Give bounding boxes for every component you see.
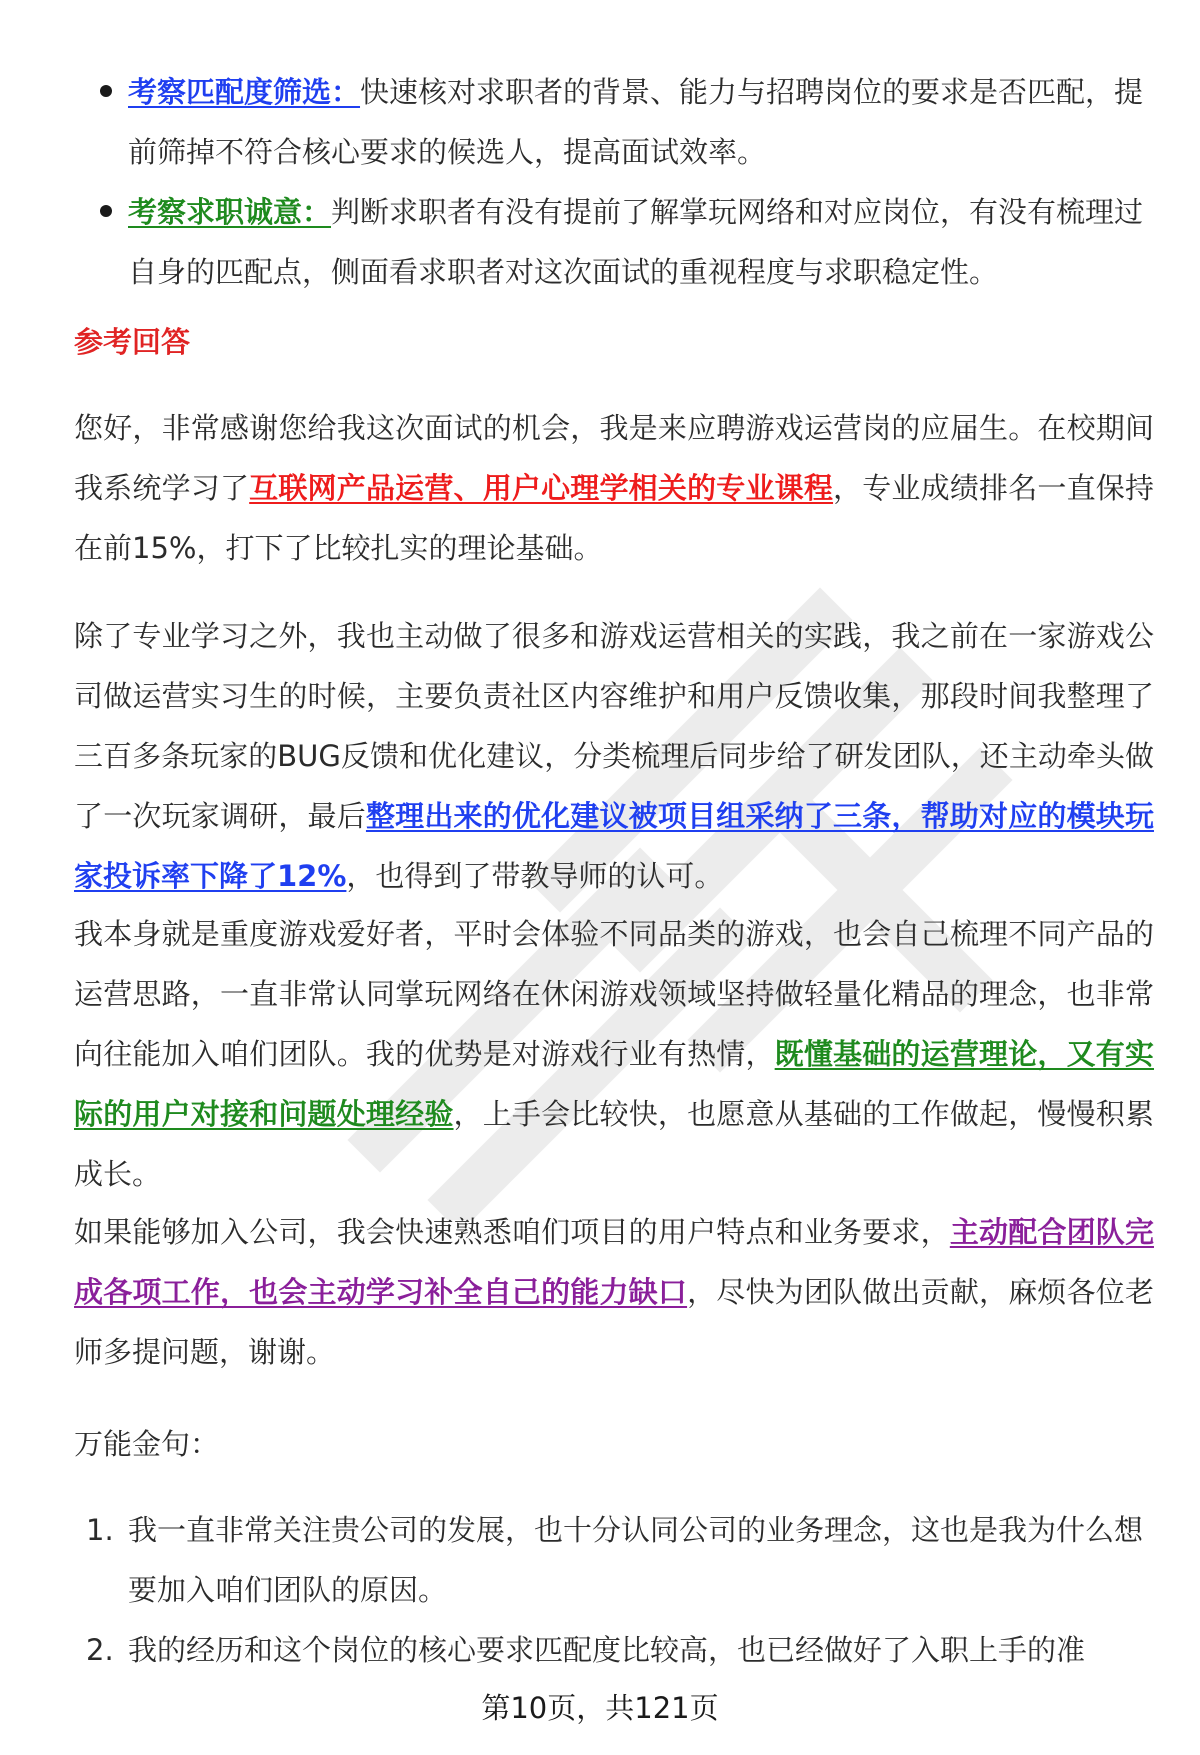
- golden-sentence-item: [74, 1620, 1154, 1680]
- bullet-item-sincerity: [74, 182, 1154, 302]
- answer-paragraph-3: [74, 904, 1154, 1204]
- golden-sentences-label: 万能金句：: [74, 1427, 220, 1461]
- golden-sentences-list: [74, 1500, 1154, 1680]
- bullet-text: 判断求职者有没有提前了解掌玩网络和对应岗位，有没有梳理过自身的匹配点，侧面看求职者对这次面试的重视程度与求职稳定性。: [128, 195, 1144, 289]
- list-number: 2.: [86, 1633, 114, 1667]
- paragraph-text: 如果能够加入公司，我会快速熟悉咱们项目的用户特点和业务要求，: [74, 1215, 950, 1249]
- bullet-item-match-screening: [74, 62, 1154, 182]
- bullet-list: [74, 62, 1154, 302]
- bullet-text: 快速核对求职者的背景、能力与招聘岗位的要求是否匹配，提前筛掉不符合核心要求的候选人，提高面试效率。: [128, 75, 1144, 169]
- list-number: 1.: [86, 1513, 114, 1547]
- bullet-label: 考察求职诚意：: [128, 195, 332, 229]
- page-footer: 第10页，共121页: [481, 1691, 719, 1725]
- golden-sentence-text: 我的经历和这个岗位的核心要求匹配度比较高，也已经做好了入职上手的准: [128, 1633, 1086, 1667]
- bullet-dot-icon: [100, 205, 112, 217]
- golden-sentence-text: 我一直非常关注贵公司的发展，也十分认同公司的业务理念，这也是我为什么想要加入咱们团队的原因。: [128, 1513, 1144, 1607]
- answer-paragraph-2: [74, 606, 1154, 906]
- highlight-text: 主动配合团队完成各项工作，也会主动学习补全自己的能力缺口: [74, 1215, 1154, 1309]
- highlight-text: 互联网产品运营、用户心理学相关的专业课程: [249, 471, 834, 505]
- answer-paragraph-1: [74, 398, 1154, 578]
- paragraph-text: ，也得到了带教导师的认可。: [346, 859, 724, 893]
- bullet-label: 考察匹配度筛选：: [128, 75, 361, 109]
- paragraph-text: 我本身就是重度游戏爱好者，平时会体验不同品类的游戏，也会自己梳理不同产品的运营思路，一直非常认同掌玩网络在休闲游戏领域坚持做轻量化精品的理念，也非常向往能加入咱们团队。我的优势是对游戏行业有热情，: [74, 917, 1154, 1071]
- section-title: 参考回答: [74, 325, 191, 359]
- golden-sentence-item: [74, 1500, 1154, 1620]
- highlight-text: 整理出来的优化建议被项目组采纳了三条，帮助对应的模块玩家投诉率下降了12%: [74, 799, 1154, 893]
- paragraph-text: 您好，非常感谢您给我这次面试的机会，我是来应聘游戏运营岗的应届生。在校期间我系统学习了: [74, 411, 1154, 505]
- bullet-dot-icon: [100, 85, 112, 97]
- paragraph-text: ，专业成绩排名一直保持在前15%，打下了比较扎实的理论基础。: [74, 471, 1154, 565]
- paragraph-text: ，尽快为团队做出贡献，麻烦各位老师多提问题，谢谢。: [74, 1275, 1154, 1369]
- answer-paragraph-4: [74, 1202, 1154, 1382]
- paragraph-text: 除了专业学习之外，我也主动做了很多和游戏运营相关的实践，我之前在一家游戏公司做运营实习生的时候，主要负责社区内容维护和用户反馈收集，那段时间我整理了三百多条玩家的BUG反馈和优化建议，分类梳理后同步给了研发团队，还主动牵头做了一次玩家调研，最后: [74, 619, 1154, 833]
- highlight-text: 既懂基础的运营理论，又有实际的用户对接和问题处理经验: [74, 1037, 1154, 1131]
- paragraph-text: ，上手会比较快，也愿意从基础的工作做起，慢慢积累成长。: [74, 1097, 1154, 1191]
